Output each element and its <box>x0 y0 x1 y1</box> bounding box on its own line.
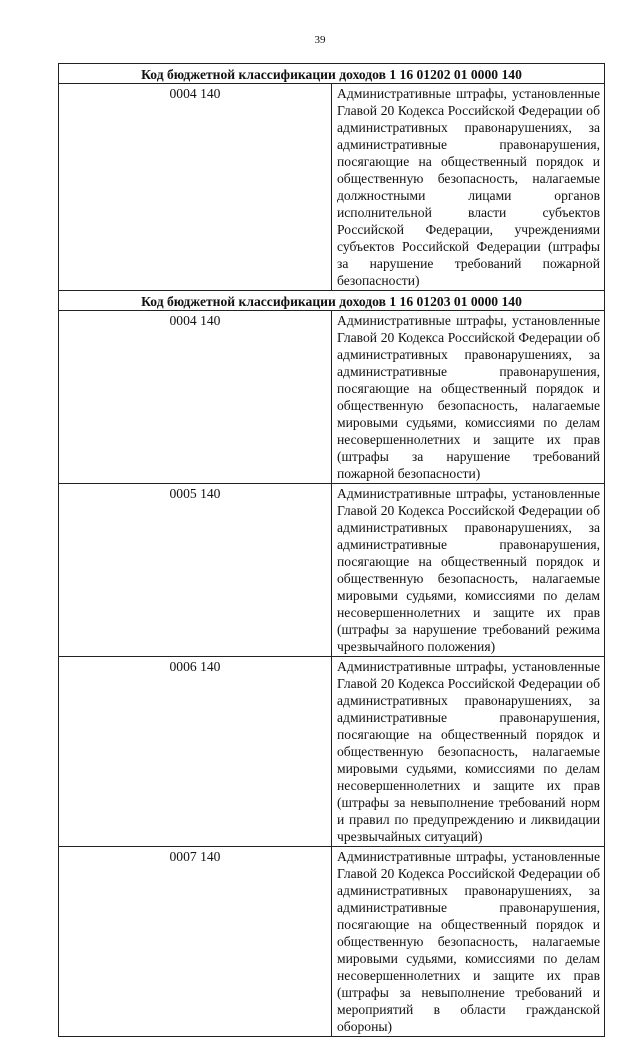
table-body <box>59 64 605 1037</box>
row-description: Административные штрафы, установленные Главой 20 Кодекса Российской Федерации об административных правонарушениях, за административные правонарушения, посягающие на общественный порядок и общественную безопасность, налагаемые мировыми судьями, комиссиями по делам несовершеннолетних и защите их прав (штрафы за невыполнение требований норм и правил по предупреждению и ликвидации чрезвычайных ситуаций) <box>332 657 605 847</box>
row-description: Административные штрафы, установленные Главой 20 Кодекса Российской Федерации об административных правонарушениях, за административные правонарушения, посягающие на общественный порядок и общественную безопасность, налагаемые мировыми судьями, комиссиями по делам несовершеннолетних и защите их прав (штрафы за нарушение требований пожарной безопасности) <box>332 311 605 484</box>
row-description: Административные штрафы, установленные Главой 20 Кодекса Российской Федерации об административных правонарушениях, за административные правонарушения, посягающие на общественный порядок и общественную безопасность, налагаемые должностными лицами органов исполнительной власти субъектов Российской Федерации, учреждениями субъектов Российской Федерации (штрафы за нарушение требований пожарной безопасности) <box>332 84 605 291</box>
table-row <box>59 84 605 291</box>
table-row <box>59 484 605 657</box>
table-row <box>59 847 605 1037</box>
row-code: 0004 140 <box>59 84 332 291</box>
row-code: 0007 140 <box>59 847 332 1037</box>
table-row <box>59 657 605 847</box>
section-header-row <box>59 64 605 84</box>
row-description: Административные штрафы, установленные Главой 20 Кодекса Российской Федерации об административных правонарушениях, за административные правонарушения, посягающие на общественный порядок и общественную безопасность, налагаемые мировыми судьями, комиссиями по делам несовершеннолетних и защите их прав (штрафы за невыполнение требований и мероприятий в области гражданской обороны) <box>332 847 605 1037</box>
section-title: Код бюджетной классификации доходов 1 16 01203 01 0000 140 <box>59 291 605 311</box>
row-code: 0005 140 <box>59 484 332 657</box>
page-number: 39 <box>314 34 326 46</box>
classification-table <box>58 63 605 1037</box>
section-title: Код бюджетной классификации доходов 1 16 01202 01 0000 140 <box>59 64 605 84</box>
section-header-row <box>59 291 605 311</box>
row-code: 0004 140 <box>59 311 332 484</box>
table-row <box>59 311 605 484</box>
row-description: Административные штрафы, установленные Главой 20 Кодекса Российской Федерации об административных правонарушениях, за административные правонарушения, посягающие на общественный порядок и общественную безопасность, налагаемые мировыми судьями, комиссиями по делам несовершеннолетних и защите их прав (штрафы за нарушение требований режима чрезвычайного положения) <box>332 484 605 657</box>
row-code: 0006 140 <box>59 657 332 847</box>
